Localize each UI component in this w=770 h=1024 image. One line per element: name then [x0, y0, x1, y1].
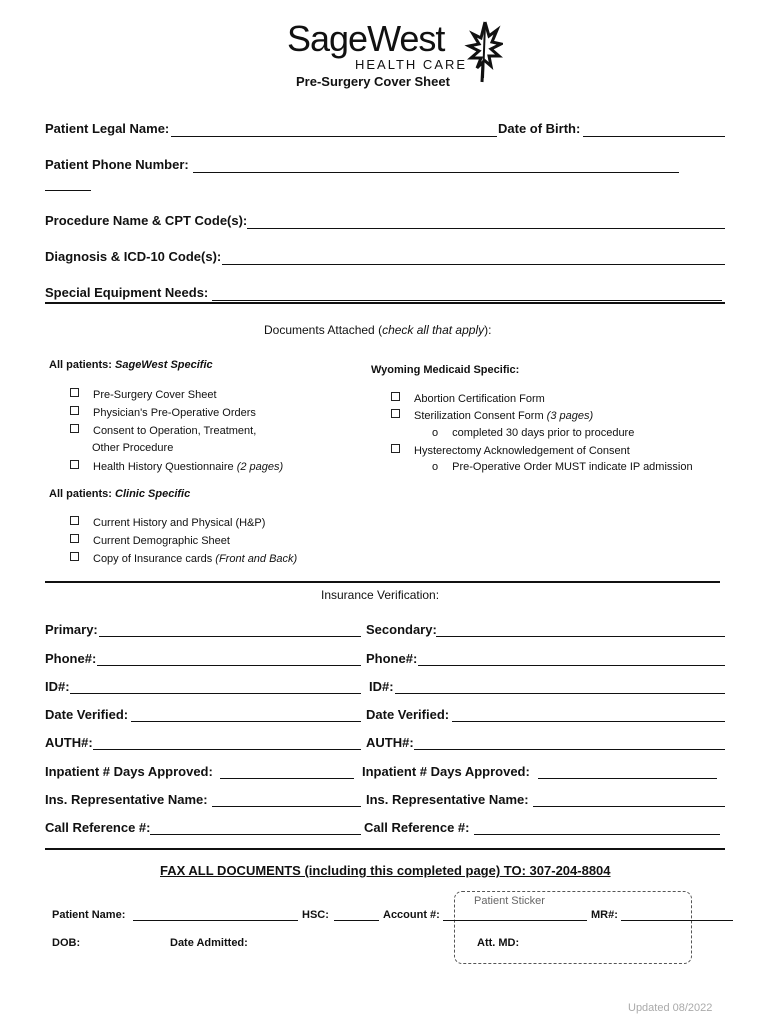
checkbox-icon[interactable]	[70, 516, 79, 525]
checkbox-label: Sterilization Consent Form	[414, 410, 547, 422]
patient-phone-label: Patient Phone Number:	[45, 157, 189, 172]
logo-subtitle: HEALTH CARE	[355, 57, 468, 72]
footer-hsc-label: HSC:	[302, 909, 329, 921]
checkbox-label-note: (3 pages)	[546, 410, 594, 422]
logo-wordmark: SageWest	[287, 18, 445, 59]
checkbox-icon[interactable]	[70, 406, 79, 415]
checkbox-label: Copy of Insurance cards	[93, 553, 216, 565]
consent-label-continued: Other Procedure	[92, 442, 174, 454]
insurance-phone-2-line[interactable]	[418, 665, 725, 666]
footer-mr-label: MR#:	[591, 909, 618, 921]
checkbox-icon[interactable]	[70, 388, 79, 397]
checkbox-icon[interactable]	[70, 424, 79, 433]
sagewest-heading-prefix: All patients:	[49, 359, 116, 371]
insurance-secondary-label: Secondary:	[366, 622, 437, 637]
documents-heading-note: check all that apply	[382, 323, 485, 337]
procedure-label: Procedure Name & CPT Code(s):	[45, 213, 248, 228]
insurance-phone-line[interactable]	[97, 665, 361, 666]
insurance-auth-2-label: AUTH#:	[366, 735, 414, 750]
footer-account-label: Account #:	[383, 909, 440, 921]
footer-patient-name-line[interactable]	[133, 920, 298, 921]
inpatient-days-line[interactable]	[220, 778, 354, 779]
checkbox-icon[interactable]	[391, 444, 400, 453]
checkbox-label: Physician's Pre-Operative Orders	[93, 407, 256, 419]
insurance-id-label: ID#:	[45, 679, 70, 694]
patient-legal-name-label: Patient Legal Name:	[45, 121, 170, 136]
section-divider	[45, 848, 725, 850]
bullet-icon: o	[432, 461, 439, 473]
checkbox-label: Pre-Surgery Cover Sheet	[93, 389, 217, 401]
checkbox-physician-orders[interactable]	[70, 406, 256, 419]
checkbox-icon[interactable]	[70, 534, 79, 543]
footer-date-admitted-label: Date Admitted:	[170, 937, 248, 949]
documents-heading	[264, 323, 491, 337]
section-divider	[45, 581, 720, 583]
sub-item-label: completed 30 days prior to procedure	[452, 427, 635, 439]
checkbox-pre-surgery-cover-sheet[interactable]	[70, 388, 217, 401]
ins-rep-line[interactable]	[212, 806, 361, 807]
insurance-primary-label: Primary:	[45, 622, 98, 637]
checkbox-icon[interactable]	[391, 392, 400, 401]
insurance-date-verified-line[interactable]	[131, 721, 361, 722]
documents-heading-prefix: Documents Attached (	[264, 323, 383, 337]
clinic-specific-heading	[49, 488, 190, 500]
checkbox-label-note: (Front and Back)	[215, 553, 298, 565]
checkbox-hysterectomy[interactable]	[391, 444, 630, 457]
wyoming-medicaid-heading: Wyoming Medicaid Specific:	[371, 364, 520, 376]
checkbox-label: Health History Questionnaire	[93, 461, 237, 473]
sub-item-label: Pre-Operative Order MUST indicate IP admission	[452, 461, 693, 473]
footer-account-line[interactable]	[443, 920, 587, 921]
insurance-date-verified-label: Date Verified:	[45, 707, 129, 722]
insurance-id-2-line[interactable]	[395, 693, 725, 694]
insurance-phone-label: Phone#:	[45, 651, 97, 666]
sterilization-sub-item	[432, 427, 634, 439]
insurance-heading: Insurance Verification:	[321, 588, 440, 602]
inpatient-days-2-line[interactable]	[538, 778, 717, 779]
checkbox-history-physical[interactable]	[70, 516, 265, 529]
checkbox-abortion-form[interactable]	[391, 392, 545, 405]
checkbox-label: Current History and Physical (H&P)	[93, 517, 266, 529]
inpatient-days-label: Inpatient # Days Approved:	[45, 764, 213, 779]
checkbox-demographic-sheet[interactable]	[70, 534, 230, 547]
diagnosis-line[interactable]	[222, 264, 725, 265]
ins-rep-2-line[interactable]	[533, 806, 725, 807]
diagnosis-label: Diagnosis & ICD-10 Code(s):	[45, 249, 222, 264]
insurance-secondary-line[interactable]	[436, 636, 725, 637]
patient-phone-line-continued[interactable]	[45, 190, 91, 191]
checkbox-label: Consent to Operation, Treatment,	[93, 425, 257, 437]
footer-hsc-line[interactable]	[334, 920, 379, 921]
footer-mr-line[interactable]	[621, 920, 733, 921]
checkbox-label: Hysterectomy Acknowledgement of Consent	[414, 445, 630, 457]
footer-att-md-label: Att. MD:	[477, 937, 520, 949]
checkbox-label-note: (2 pages)	[236, 461, 284, 473]
call-reference-label: Call Reference #:	[45, 820, 151, 835]
checkbox-icon[interactable]	[70, 460, 79, 469]
clinic-heading-prefix: All patients:	[49, 488, 116, 500]
insurance-date-verified-2-line[interactable]	[452, 721, 725, 722]
checkbox-label: Current Demographic Sheet	[93, 535, 230, 547]
insurance-auth-2-line[interactable]	[414, 749, 725, 750]
footer-patient-name-label: Patient Name:	[52, 909, 126, 921]
footer-dob-label: DOB:	[52, 937, 81, 949]
ins-rep-2-label: Ins. Representative Name:	[366, 792, 529, 807]
inpatient-days-2-label: Inpatient # Days Approved:	[362, 764, 530, 779]
bullet-icon: o	[432, 427, 439, 439]
equipment-label: Special Equipment Needs:	[45, 285, 209, 300]
sagewest-specific-heading	[49, 359, 213, 371]
call-reference-2-label: Call Reference #:	[364, 820, 470, 835]
call-reference-line[interactable]	[150, 834, 361, 835]
page-title: Pre-Surgery Cover Sheet	[296, 74, 450, 89]
patient-legal-name-line[interactable]	[171, 136, 497, 137]
checkbox-icon[interactable]	[391, 409, 400, 418]
sagewest-heading-italic: SageWest Specific	[115, 359, 213, 371]
updated-date: Updated 08/2022	[628, 1002, 713, 1014]
insurance-auth-line[interactable]	[93, 749, 361, 750]
patient-sticker-label: Patient Sticker	[474, 895, 545, 907]
dob-label: Date of Birth:	[498, 121, 581, 136]
clinic-heading-italic: Clinic Specific	[115, 488, 191, 500]
insurance-phone-2-label: Phone#:	[366, 651, 418, 666]
call-reference-2-line[interactable]	[474, 834, 720, 835]
dob-line[interactable]	[583, 136, 725, 137]
insurance-primary-line[interactable]	[99, 636, 361, 637]
insurance-auth-label: AUTH#:	[45, 735, 93, 750]
documents-heading-suffix: ):	[484, 323, 492, 337]
checkbox-insurance-cards[interactable]	[70, 552, 297, 565]
insurance-date-verified-2-label: Date Verified:	[366, 707, 450, 722]
insurance-id-line[interactable]	[70, 693, 361, 694]
patient-phone-line[interactable]	[193, 172, 679, 173]
fax-instructions: FAX ALL DOCUMENTS (including this completed page) TO: 307-204-8804	[160, 863, 611, 878]
ins-rep-label: Ins. Representative Name:	[45, 792, 208, 807]
checkbox-label: Abortion Certification Form	[414, 393, 545, 405]
equipment-line[interactable]	[212, 300, 722, 301]
checkbox-consent[interactable]	[70, 424, 256, 437]
insurance-id-2-label: ID#:	[369, 679, 394, 694]
checkbox-sterilization-form[interactable]	[391, 409, 593, 422]
checkbox-health-history[interactable]	[70, 460, 283, 473]
checkbox-icon[interactable]	[70, 552, 79, 561]
hysterectomy-sub-item	[432, 461, 693, 473]
feather-icon	[463, 18, 503, 84]
section-divider	[45, 302, 725, 304]
procedure-line[interactable]	[247, 228, 725, 229]
